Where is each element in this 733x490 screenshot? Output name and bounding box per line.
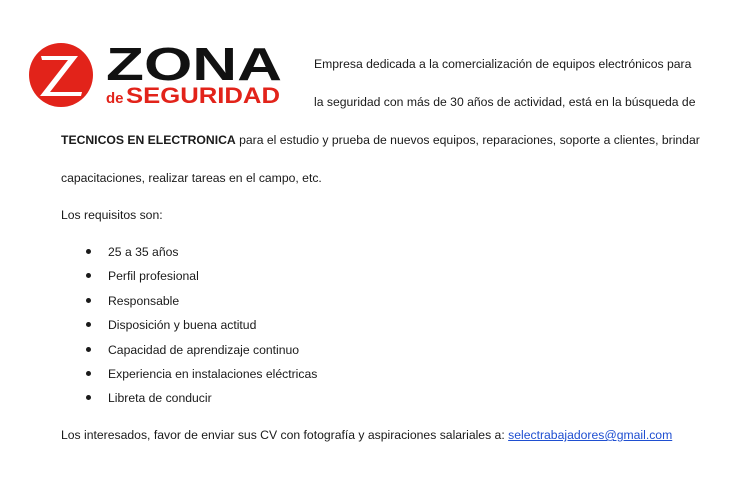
requirements-heading: Los requisitos son: bbox=[61, 208, 163, 222]
bullet-icon bbox=[86, 298, 91, 303]
requirement-text: Responsable bbox=[108, 293, 180, 308]
requirements-list bbox=[61, 244, 317, 415]
logo-word-prefix: de bbox=[106, 90, 124, 107]
list-item bbox=[61, 293, 317, 317]
bullet-icon bbox=[86, 273, 91, 278]
requirement-text: Experiencia en instalaciones eléctricas bbox=[108, 366, 318, 381]
list-item bbox=[61, 390, 317, 414]
intro-line-4: capacitaciones, realizar tareas en el campo, etc. bbox=[61, 171, 322, 185]
intro-line-3 bbox=[61, 133, 700, 147]
list-item bbox=[61, 342, 317, 366]
requirement-text: Capacidad de aprendizaje continuo bbox=[108, 342, 300, 357]
list-item bbox=[61, 317, 317, 341]
bullet-icon bbox=[86, 371, 91, 376]
logo-word-sub: SEGURIDAD bbox=[126, 83, 280, 108]
requirement-text: 25 a 35 años bbox=[108, 245, 179, 259]
requirement-text: Perfil profesional bbox=[108, 269, 199, 284]
contact-line bbox=[61, 428, 672, 442]
intro-line-2: la seguridad con más de 30 años de actividad, está en la búsqueda de bbox=[314, 95, 696, 109]
logo-word-main: ZONA bbox=[106, 40, 282, 90]
position-title: TECNICOS EN ELECTRONICA bbox=[61, 133, 236, 147]
requirement-text: Libreta de conducir bbox=[108, 391, 212, 406]
email-link[interactable]: selectrabajadores@gmail.com bbox=[508, 428, 673, 442]
list-item bbox=[61, 268, 317, 292]
list-item bbox=[61, 366, 317, 390]
list-item bbox=[61, 244, 317, 268]
intro-line-3-rest: para el estudio y prueba de nuevos equipos, reparaciones, soporte a clientes, brindar bbox=[235, 133, 700, 147]
contact-text: Los interesados, favor de enviar sus CV con fotografía y aspiraciones salariales a: bbox=[61, 428, 509, 442]
bullet-icon bbox=[86, 347, 91, 352]
bullet-icon bbox=[86, 249, 91, 254]
logo-graphic bbox=[28, 40, 288, 110]
requirement-text: Disposición y buena actitud bbox=[108, 318, 257, 333]
bullet-icon bbox=[86, 322, 91, 327]
bullet-icon bbox=[86, 395, 91, 400]
zona-de-seguridad-logo bbox=[28, 40, 288, 110]
intro-line-1: Empresa dedicada a la comercialización de equipos electrónicos para bbox=[314, 57, 692, 71]
